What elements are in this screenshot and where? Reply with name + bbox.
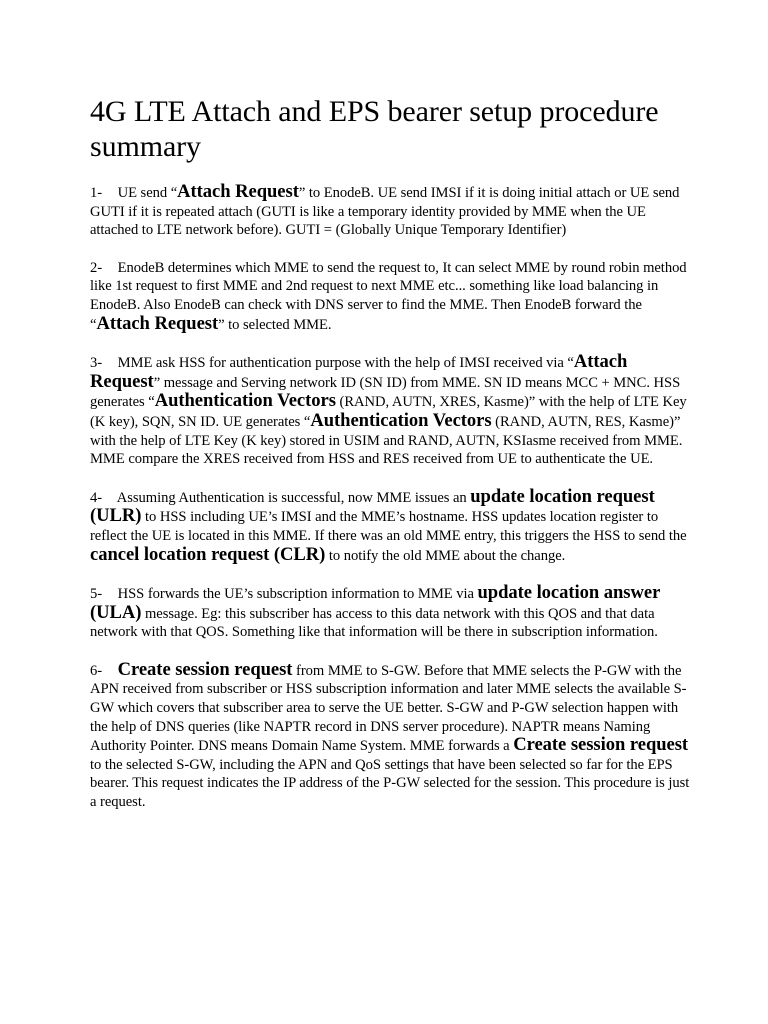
bold-term: Authentication Vectors	[310, 409, 492, 431]
bold-term: Create session request	[513, 734, 689, 756]
paragraph-4	[90, 485, 690, 565]
bold-term: Attach Request	[96, 312, 219, 334]
text-run: HSS forwards the UE’s subscription information to MME via	[117, 586, 478, 603]
text-run: to the selected S-GW, including the APN and QoS settings that have been selected so far for the EPS bearer. This request indicates the IP address of the P-GW selected for the session. This procedure is just a request.	[90, 756, 690, 811]
text-run: ” to selected MME.	[218, 316, 332, 333]
text-run: to HSS including UE’s IMSI and the MME’s hostname. HSS updates location register to reflect the UE is located in this MME. If there was an old MME entry, this triggers the HSS to send the	[90, 509, 687, 544]
text-run: message. Eg: this subscriber has access to this data network with this QOS and that data network with that QOS. Something like that information will be there in subscription information.	[90, 605, 658, 641]
paragraph-2	[90, 259, 690, 334]
text-run: Assuming Authentication is successful, now MME issues an	[116, 489, 471, 506]
text-run: to notify the old MME about the change.	[325, 547, 566, 564]
text-run: EnodeB determines which MME to send the request to, It can select MME by round robin method like 1st request to first MME and 2nd request to next MME etc... something like load balancing in EnodeB. Also EnodeB can check with DNS server to find the MME. Then EnodeB forward the “	[90, 259, 687, 333]
text-run: from MME to S-GW. Before that MME selects the P-GW with the APN received from subscriber or HSS subscription information and later MME selects the available S-GW which covers that subscriber area to serve the UE better. S-GW and P-GW selection happen with the help of DNS queries (like NAPTR record in DNS server procedure). NAPTR means Naming Authority Pointer. DNS means Domain Name System. MME forwards a	[90, 662, 687, 755]
paragraph-number: 2-	[90, 259, 103, 276]
text-run: MME ask HSS for authentication purpose with the help of IMSI received via “	[117, 355, 574, 372]
paragraph-number: 4-	[90, 489, 103, 506]
bold-term: Authentication Vectors	[154, 390, 336, 412]
paragraph-number: 1-	[90, 185, 103, 201]
text-run: ” to EnodeB. UE send IMSI if it is doing initial attach or UE send GUTI if it is repeated attach (GUTI is like a temporary identity provided by MME when the UE attached to LTE network before). GUTI = (Globally Unique Temporary Identifier)	[90, 185, 680, 239]
paragraph-number: 3-	[90, 355, 103, 372]
bold-term: update location answer (ULA)	[90, 582, 660, 623]
paragraph-number: 6-	[90, 662, 103, 679]
paragraph-number: 5-	[90, 586, 103, 603]
text-run: ” message and Serving network ID (SN ID) from MME. SN ID means MCC + MNC. HSS generates “	[90, 374, 681, 411]
bold-term: update location request (ULR)	[90, 485, 655, 527]
bold-term: Attach Request	[177, 181, 299, 202]
document-title: 4G LTE Attach and EPS bearer setup procedure summary	[90, 95, 659, 163]
document-body	[90, 183, 690, 831]
text-run: UE send “	[117, 185, 178, 201]
bold-term: Attach Request	[90, 351, 628, 392]
text-run: (RAND, AUTN, RES, Kasme)” with the help of LTE Key (K key) stored in USIM and RAND, AUTN, KSIasme received from MME. MME compare the XRES received from HSS and RES received from UE to authenticate the UE.	[90, 413, 683, 468]
bold-term: Create session request	[117, 658, 293, 680]
paragraph-5	[90, 584, 690, 642]
paragraph-1	[90, 183, 690, 240]
paragraph-6	[90, 658, 690, 812]
bold-term: cancel location request (CLR)	[90, 543, 326, 565]
text-run: (RAND, AUTN, XRES, Kasme)” with the help of LTE Key (K key), SQN, SN ID. UE generates “	[90, 394, 687, 430]
paragraph-3	[90, 353, 690, 469]
